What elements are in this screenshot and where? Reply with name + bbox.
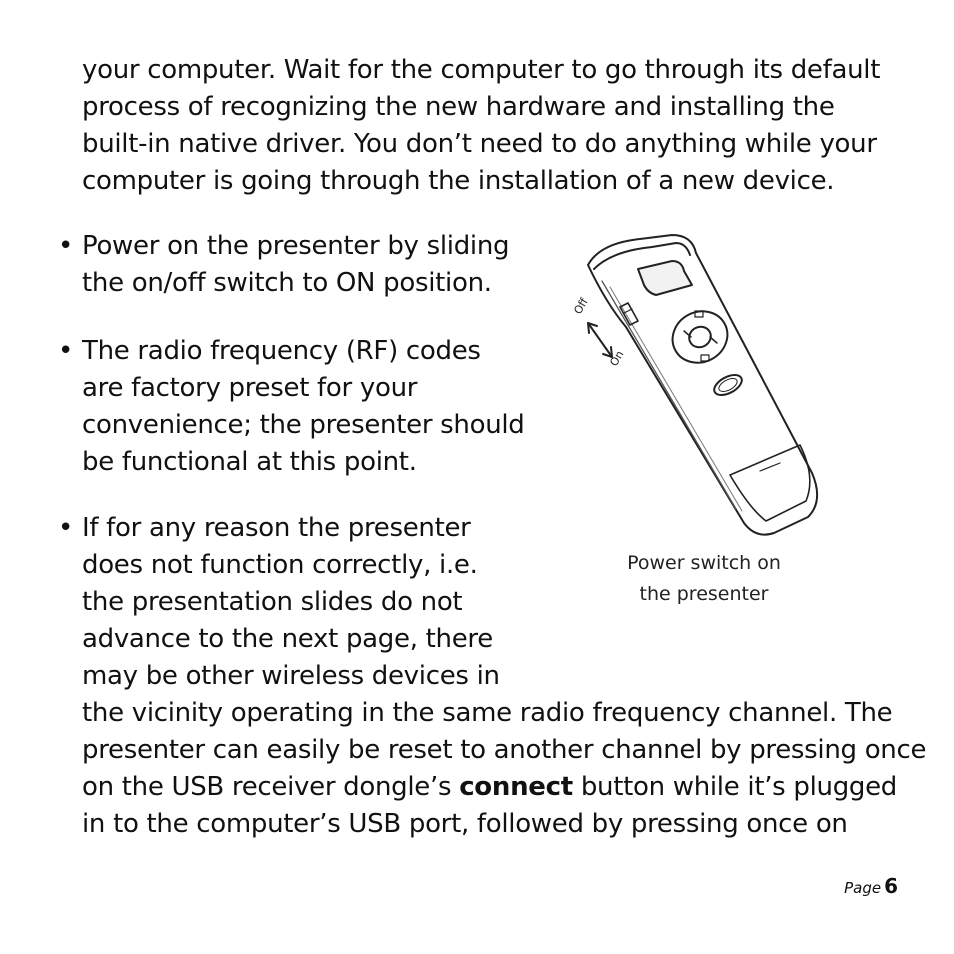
caption-line: Power switch on xyxy=(627,552,781,574)
text-run: button while it’s plugged xyxy=(572,772,898,802)
off-label: Off xyxy=(571,295,591,317)
text-run: on the USB receiver dongle’s xyxy=(82,772,460,802)
bullet-line: be functional at this point. xyxy=(82,447,417,477)
body-line: presenter can easily be reset to another channel by pressing once xyxy=(82,735,927,765)
bullet-marker: • xyxy=(58,513,74,543)
bullet-line: advance to the next page, there xyxy=(82,624,493,654)
intro-line: computer is going through the installation of a new device. xyxy=(82,166,835,196)
bullet-line: are factory preset for your xyxy=(82,373,418,403)
on-label: On xyxy=(607,348,627,369)
body-line: in to the computer’s USB port, followed by pressing once on xyxy=(82,809,848,839)
figure-caption xyxy=(594,548,814,610)
intro-line: your computer. Wait for the computer to go through its default xyxy=(82,55,881,85)
bullet-line: If for any reason the presenter xyxy=(82,513,471,543)
body-line xyxy=(82,769,897,806)
bullet-line: The radio frequency (RF) codes xyxy=(82,336,481,366)
intro-line: built-in native driver. You don’t need to do anything while your xyxy=(82,129,877,159)
bullet-line: the on/off switch to ON position. xyxy=(82,268,492,298)
bullet-line: does not function correctly, i.e. xyxy=(82,550,478,580)
bullet-line: the presentation slides do not xyxy=(82,587,463,617)
bullet-marker: • xyxy=(58,336,74,366)
page-label: Page xyxy=(844,879,882,897)
page-footer xyxy=(844,874,898,898)
caption-line: the presenter xyxy=(639,583,769,605)
bullet-marker: • xyxy=(58,231,74,261)
intro-line: process of recognizing the new hardware and installing the xyxy=(82,92,835,122)
bullet-line: Power on the presenter by sliding xyxy=(82,231,510,261)
body-line: the vicinity operating in the same radio frequency channel. The xyxy=(82,698,893,728)
bullet-line: convenience; the presenter should xyxy=(82,410,525,440)
bullet-line: may be other wireless devices in xyxy=(82,661,500,691)
connect-keyword: connect xyxy=(459,772,573,802)
presenter-illustration xyxy=(560,225,840,545)
page-number: 6 xyxy=(884,874,898,898)
